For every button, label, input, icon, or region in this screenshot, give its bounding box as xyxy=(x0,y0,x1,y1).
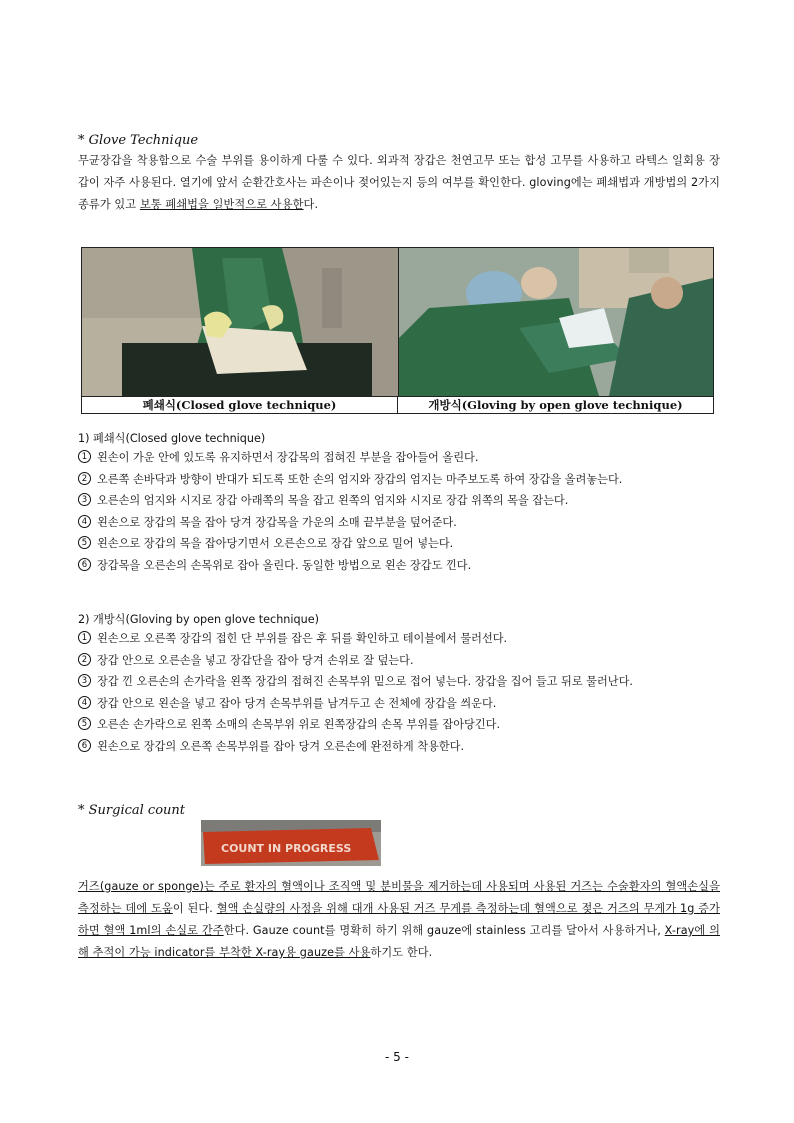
list-item: 1 왼손으로 오른쪽 장갑의 접힌 단 부위를 잡은 후 뒤를 확인하고 테이블에서 물러선다. xyxy=(78,628,720,650)
list-item: 2 오른쪽 손바닥과 방향이 반대가 되도록 또한 손의 엄지와 장갑의 엄지는 마주보도록 하여 장갑을 올려놓는다. xyxy=(78,469,720,491)
open-glove-caption: 개방식(Gloving by open glove technique) xyxy=(398,396,713,415)
gauze-definition-underlined: 거즈(gauze or sponge)는 주로 환자의 혈액이나 조직액 및 분비물을 제거하는데 사용되며 사용된 거즈는 수술환자의 혈액손실을 측정하는 데에 도움 xyxy=(78,880,720,915)
list-item: 5 왼손으로 장갑의 목을 잡아당기면서 오른손으로 장갑 앞으로 밀어 넣는다. xyxy=(78,533,720,555)
page-number: - 5 - xyxy=(385,1050,409,1064)
glove-intro-text-b: 다. xyxy=(303,198,319,211)
xray-gauze-underlined: X-ray에 의해 추적이 가능 indicator를 부착한 X-ray용 gauze를 사용 xyxy=(78,924,720,959)
open-glove-photo xyxy=(399,248,713,396)
glove-intro-paragraph xyxy=(78,150,720,216)
closed-technique-list xyxy=(78,447,720,576)
list-item: 1 왼손이 가운 안에 있도록 유지하면서 장갑목의 접혀진 부분을 잡아들어 올린다. xyxy=(78,447,720,469)
open-technique-title: 2) 개방식(Gloving by open glove technique) xyxy=(78,613,319,626)
glove-intro-text-a: 무균장갑을 착용함으로 수술 부위를 용이하게 다룰 수 있다. 외과적 장갑은 천연고무 또는 합성 고무를 사용하고 라텍스 일회용 장갑이 자주 사용된다. 열기에 앞서 순환간호사는 파손이나 젖어있는지 등의 여부를 확인한다. gloving에는 폐쇄법과 개방법의 2가지 종류가 있고 xyxy=(78,154,720,211)
count-banner-text: COUNT IN PROGRESS xyxy=(221,842,352,855)
list-item: 3 장갑 낀 오른손의 손가락을 왼쪽 장갑의 접혀진 손목부위 밑으로 접어 넣는다. 장갑을 집어 들고 뒤로 물러난다. xyxy=(78,671,720,693)
glove-intro-underlined: 보통 폐쇄법을 일반적으로 사용한 xyxy=(139,198,304,211)
list-item: 5 오른손 손가락으로 왼쪽 소매의 손목부위 위로 왼쪽장갑의 손목 부위를 잡아당긴다. xyxy=(78,714,720,736)
count-in-progress-image xyxy=(201,820,381,866)
surgical-count-paragraph: 거즈(gauze or sponge)는 주로 환자의 혈액이나 조직액 및 분비물을 제거하는데 사용되며 사용된 거즈는 수술환자의 혈액손실을 측정하는 데에 도움이 된다. 혈액 손실량의 사정을 위해 대개 사용된 거즈 무게를 측정하는데 혈액으로 젖은 거즈의 무게가 1g 증가하면 혈액 1ml의 손실로 간주한다. Gauze count를 명확히 하기 위해 gauze에 stainless 고리를 달아서 사용하거나, X-ray에 의해 추적이 가능 indicator를 부착한 X-ray용 gauze를 사용하기도 한다. xyxy=(78,880,720,959)
blood-loss-underlined: 혈액 손실량의 사정을 위해 대개 사용된 거즈 무게를 측정하는데 혈액으로 젖은 거즈의 무게가 1g 증가하면 혈액 1ml의 손실로 간주 xyxy=(78,902,720,937)
list-item: 4 왼손으로 장갑의 목을 잡아 당겨 장갑목을 가운의 소매 끝부분을 덮어준다. xyxy=(78,512,720,534)
glove-photo-table xyxy=(81,247,714,414)
section-heading-glove: * Glove Technique xyxy=(78,133,199,148)
list-item: 6 장갑목을 오른손의 손목위로 잡아 올린다. 동일한 방법으로 왼손 장갑도 낀다. xyxy=(78,555,720,577)
list-item: 4 장갑 안으로 왼손을 넣고 잡아 당겨 손목부위를 남겨두고 손 전체에 장갑을 씌운다. xyxy=(78,693,720,715)
list-item: 2 장갑 안으로 오른손을 넣고 장갑단을 잡아 당겨 손위로 잘 덮는다. xyxy=(78,650,720,672)
list-item: 6 왼손으로 장갑의 오른쪽 손목부위를 잡아 당겨 오른손에 완전하게 착용한다. xyxy=(78,736,720,758)
list-item: 3 오른손의 엄지와 시지로 장갑 아래쪽의 목을 잡고 왼쪽의 엄지와 시지로 장갑 위쪽의 목을 잡는다. xyxy=(78,490,720,512)
closed-glove-caption: 폐쇄식(Closed glove technique) xyxy=(82,396,398,414)
closed-technique-title: 1) 폐쇄식(Closed glove technique) xyxy=(78,432,266,445)
section-heading-surgical-count: * Surgical count xyxy=(78,803,186,818)
open-technique-list xyxy=(78,628,720,757)
closed-glove-photo xyxy=(82,248,399,396)
